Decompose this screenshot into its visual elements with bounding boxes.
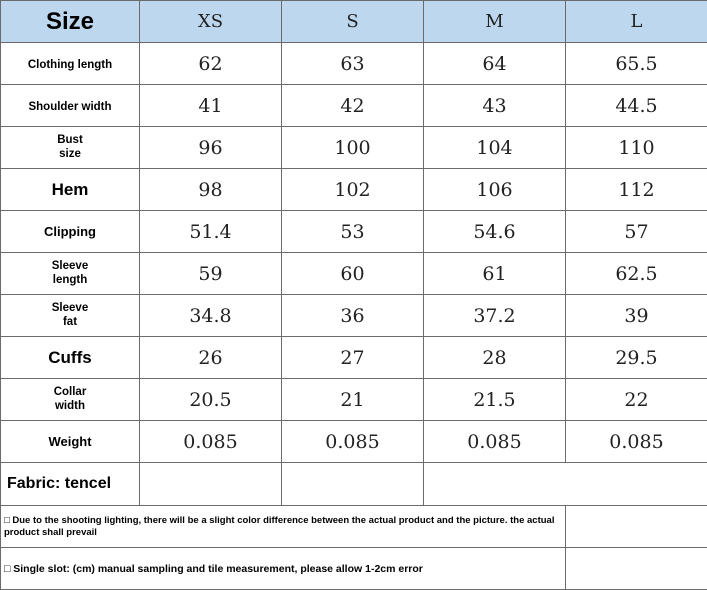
- cell-value: 34.8: [140, 295, 282, 337]
- cell-value: 43: [424, 85, 566, 127]
- cell-value: 0.085: [424, 421, 566, 463]
- row-label: Sleeve length: [1, 253, 140, 295]
- cell-value: 37.2: [424, 295, 566, 337]
- row-label: Hem: [1, 169, 140, 211]
- cell-value: 0.085: [282, 421, 424, 463]
- size-header-xs: XS: [140, 1, 282, 43]
- empty-cell: [566, 548, 707, 590]
- table-row: [1, 379, 707, 421]
- header-row: [1, 1, 707, 43]
- cell-value: 29.5: [566, 337, 707, 379]
- row-label: Clothing length: [1, 43, 140, 85]
- size-header-s: S: [282, 1, 424, 43]
- cell-value: 65.5: [566, 43, 707, 85]
- cell-value: 104: [424, 127, 566, 169]
- cell-value: 21.5: [424, 379, 566, 421]
- note-row: [1, 548, 707, 590]
- row-label: Clipping: [1, 211, 140, 253]
- row-label: Weight: [1, 421, 140, 463]
- table-row: [1, 169, 707, 211]
- row-label: Sleeve fat: [1, 295, 140, 337]
- empty-cell: [282, 463, 424, 506]
- note-lighting: □ Due to the shooting lighting, there will be a slight color difference between the actual product and the picture. the actual product shall prevail: [1, 506, 566, 548]
- row-label: Shoulder width: [1, 85, 140, 127]
- cell-value: 112: [566, 169, 707, 211]
- size-header-m: M: [424, 1, 566, 43]
- cell-value: 22: [566, 379, 707, 421]
- table-row: [1, 127, 707, 169]
- note-row: [1, 506, 707, 548]
- empty-cell: [140, 463, 282, 506]
- size-header-l: L: [566, 1, 707, 43]
- cell-value: 0.085: [566, 421, 707, 463]
- cell-value: 62.5: [566, 253, 707, 295]
- cell-value: 54.6: [424, 211, 566, 253]
- table-row: [1, 43, 707, 85]
- cell-value: 28: [424, 337, 566, 379]
- cell-value: 100: [282, 127, 424, 169]
- cell-value: 96: [140, 127, 282, 169]
- cell-value: 102: [282, 169, 424, 211]
- table-row: [1, 337, 707, 379]
- cell-value: 39: [566, 295, 707, 337]
- cell-value: 110: [566, 127, 707, 169]
- table-row: [1, 85, 707, 127]
- empty-cell: [424, 463, 707, 506]
- cell-value: 36: [282, 295, 424, 337]
- cell-value: 27: [282, 337, 424, 379]
- table-row: [1, 421, 707, 463]
- cell-value: 53: [282, 211, 424, 253]
- cell-value: 60: [282, 253, 424, 295]
- cell-value: 64: [424, 43, 566, 85]
- cell-value: 62: [140, 43, 282, 85]
- table-row: [1, 295, 707, 337]
- table-row: [1, 253, 707, 295]
- row-label: Collar width: [1, 379, 140, 421]
- cell-value: 63: [282, 43, 424, 85]
- fabric-label: Fabric: tencel: [1, 463, 140, 506]
- cell-value: 98: [140, 169, 282, 211]
- empty-cell: [566, 506, 707, 548]
- cell-value: 59: [140, 253, 282, 295]
- cell-value: 42: [282, 85, 424, 127]
- cell-value: 20.5: [140, 379, 282, 421]
- cell-value: 41: [140, 85, 282, 127]
- cell-value: 44.5: [566, 85, 707, 127]
- cell-value: 21: [282, 379, 424, 421]
- cell-value: 26: [140, 337, 282, 379]
- cell-value: 51.4: [140, 211, 282, 253]
- size-header-label: Size: [1, 1, 140, 43]
- row-label: Bust size: [1, 127, 140, 169]
- fabric-row: [1, 463, 707, 506]
- cell-value: 61: [424, 253, 566, 295]
- table-row: [1, 211, 707, 253]
- row-label: Cuffs: [1, 337, 140, 379]
- cell-value: 57: [566, 211, 707, 253]
- note-measurement: □ Single slot: (cm) manual sampling and tile measurement, please allow 1-2cm error: [1, 548, 566, 590]
- cell-value: 106: [424, 169, 566, 211]
- cell-value: 0.085: [140, 421, 282, 463]
